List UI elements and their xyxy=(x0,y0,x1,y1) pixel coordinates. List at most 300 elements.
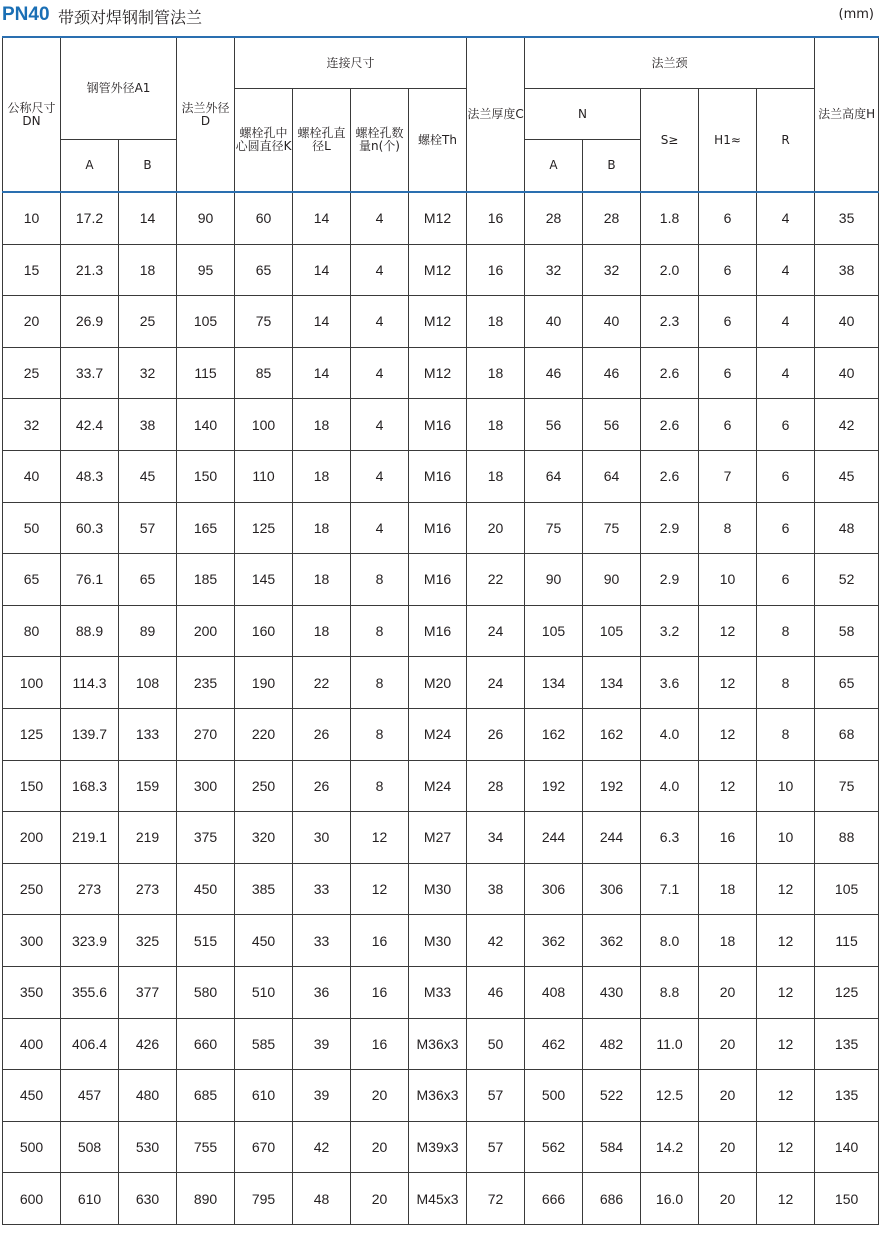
table-cell: 3.2 xyxy=(641,605,699,657)
table-cell: 57 xyxy=(119,502,177,554)
table-cell: 33 xyxy=(293,915,351,967)
table-cell: 306 xyxy=(525,863,583,915)
table-cell: M12 xyxy=(409,192,467,244)
table-cell: 75 xyxy=(583,502,641,554)
header-l: 螺栓孔直径L xyxy=(293,89,351,193)
table-row xyxy=(3,863,879,915)
table-cell: 4 xyxy=(757,296,815,348)
table-cell: 46 xyxy=(583,347,641,399)
header-neck: 法兰颈 xyxy=(525,37,815,89)
table-cell: 12 xyxy=(757,966,815,1018)
table-cell: 610 xyxy=(235,1070,293,1122)
table-cell: 377 xyxy=(119,966,177,1018)
table-cell: 4 xyxy=(757,192,815,244)
table-cell: 90 xyxy=(583,554,641,606)
table-cell: 115 xyxy=(177,347,235,399)
table-cell: 18 xyxy=(467,347,525,399)
table-cell: 105 xyxy=(177,296,235,348)
table-cell: M12 xyxy=(409,296,467,348)
table-cell: 135 xyxy=(815,1070,879,1122)
table-cell: 4.0 xyxy=(641,708,699,760)
table-row xyxy=(3,1070,879,1122)
table-cell: 100 xyxy=(3,657,61,709)
table-cell: 6 xyxy=(757,399,815,451)
table-row xyxy=(3,1173,879,1225)
table-cell: 12 xyxy=(757,863,815,915)
header-thickness-c: 法兰厚度C xyxy=(467,37,525,192)
table-row xyxy=(3,657,879,709)
table-cell: M20 xyxy=(409,657,467,709)
table-cell: 18 xyxy=(293,399,351,451)
table-row xyxy=(3,966,879,1018)
table-cell: 270 xyxy=(177,708,235,760)
table-cell: 40 xyxy=(525,296,583,348)
table-cell: 8 xyxy=(351,657,409,709)
table-cell: 36 xyxy=(293,966,351,1018)
table-cell: 11.0 xyxy=(641,1018,699,1070)
table-cell: 48.3 xyxy=(61,450,119,502)
table-cell: 192 xyxy=(583,760,641,812)
table-cell: 108 xyxy=(119,657,177,709)
table-cell: 42.4 xyxy=(61,399,119,451)
table-cell: 32 xyxy=(583,244,641,296)
header-connection: 连接尺寸 xyxy=(235,37,467,89)
table-cell: 34 xyxy=(467,812,525,864)
table-cell: 14 xyxy=(293,347,351,399)
header-th: 螺栓Th xyxy=(409,89,467,193)
table-cell: 22 xyxy=(467,554,525,606)
title-bar xyxy=(0,0,880,34)
table-cell: 145 xyxy=(235,554,293,606)
table-cell: 125 xyxy=(235,502,293,554)
table-cell: 75 xyxy=(525,502,583,554)
table-cell: 8.8 xyxy=(641,966,699,1018)
table-cell: 20 xyxy=(699,1070,757,1122)
table-cell: 8.0 xyxy=(641,915,699,967)
table-cell: 580 xyxy=(177,966,235,1018)
header-r: R xyxy=(757,89,815,193)
table-cell: 450 xyxy=(177,863,235,915)
table-cell: 350 xyxy=(3,966,61,1018)
table-cell: 17.2 xyxy=(61,192,119,244)
table-cell: 6 xyxy=(699,347,757,399)
table-body xyxy=(3,192,879,1224)
table-cell: 426 xyxy=(119,1018,177,1070)
table-cell: 65 xyxy=(119,554,177,606)
table-cell: 88 xyxy=(815,812,879,864)
table-cell: 4 xyxy=(351,347,409,399)
table-cell: 2.0 xyxy=(641,244,699,296)
table-cell: 400 xyxy=(3,1018,61,1070)
table-cell: 18 xyxy=(467,399,525,451)
table-cell: 32 xyxy=(525,244,583,296)
table-row xyxy=(3,450,879,502)
table-cell: 510 xyxy=(235,966,293,1018)
table-cell: 2.9 xyxy=(641,554,699,606)
table-cell: 159 xyxy=(119,760,177,812)
table-cell: 40 xyxy=(583,296,641,348)
table-cell: 482 xyxy=(583,1018,641,1070)
table-cell: 16 xyxy=(467,192,525,244)
table-cell: 12 xyxy=(699,760,757,812)
table-cell: 20 xyxy=(351,1121,409,1173)
table-row xyxy=(3,708,879,760)
table-cell: M16 xyxy=(409,450,467,502)
table-cell: 500 xyxy=(3,1121,61,1173)
table-row xyxy=(3,915,879,967)
table-cell: 192 xyxy=(525,760,583,812)
table-cell: 8 xyxy=(757,708,815,760)
table-cell: 562 xyxy=(525,1121,583,1173)
table-cell: 16 xyxy=(351,1018,409,1070)
table-cell: 686 xyxy=(583,1173,641,1225)
table-cell: 8 xyxy=(351,605,409,657)
table-cell: 25 xyxy=(119,296,177,348)
table-cell: 90 xyxy=(525,554,583,606)
table-cell: 30 xyxy=(293,812,351,864)
table-cell: 24 xyxy=(467,657,525,709)
table-cell: 273 xyxy=(61,863,119,915)
table-cell: 72 xyxy=(467,1173,525,1225)
table-cell: 42 xyxy=(467,915,525,967)
table-cell: 18 xyxy=(293,554,351,606)
table-cell: 375 xyxy=(177,812,235,864)
table-cell: 38 xyxy=(815,244,879,296)
table-cell: 65 xyxy=(3,554,61,606)
table-row xyxy=(3,554,879,606)
table-header xyxy=(3,37,879,192)
table-cell: 2.6 xyxy=(641,399,699,451)
table-cell: 32 xyxy=(3,399,61,451)
table-cell: 4 xyxy=(351,296,409,348)
table-cell: 244 xyxy=(525,812,583,864)
table-cell: 8 xyxy=(699,502,757,554)
table-cell: 515 xyxy=(177,915,235,967)
table-cell: 273 xyxy=(119,863,177,915)
table-cell: 105 xyxy=(525,605,583,657)
table-cell: 68 xyxy=(815,708,879,760)
table-cell: 160 xyxy=(235,605,293,657)
table-cell: 165 xyxy=(177,502,235,554)
table-cell: 48 xyxy=(815,502,879,554)
table-cell: 362 xyxy=(525,915,583,967)
table-cell: 56 xyxy=(525,399,583,451)
table-cell: 28 xyxy=(583,192,641,244)
table-cell: 57 xyxy=(467,1121,525,1173)
table-cell: 8 xyxy=(351,554,409,606)
table-cell: 522 xyxy=(583,1070,641,1122)
table-cell: 105 xyxy=(583,605,641,657)
table-row xyxy=(3,605,879,657)
table-cell: 105 xyxy=(815,863,879,915)
table-cell: 135 xyxy=(815,1018,879,1070)
table-cell: 8 xyxy=(757,605,815,657)
table-cell: 46 xyxy=(525,347,583,399)
table-cell: 18 xyxy=(119,244,177,296)
table-cell: 16 xyxy=(351,915,409,967)
table-cell: 600 xyxy=(3,1173,61,1225)
table-cell: 26 xyxy=(293,708,351,760)
table-row xyxy=(3,192,879,244)
table-cell: 325 xyxy=(119,915,177,967)
table-cell: 12 xyxy=(757,1070,815,1122)
table-cell: 75 xyxy=(235,296,293,348)
table-cell: 4 xyxy=(351,244,409,296)
table-cell: 20 xyxy=(3,296,61,348)
table-cell: 50 xyxy=(467,1018,525,1070)
table-cell: 64 xyxy=(525,450,583,502)
table-cell: 20 xyxy=(699,1018,757,1070)
table-cell: 670 xyxy=(235,1121,293,1173)
table-cell: M16 xyxy=(409,399,467,451)
table-cell: 4 xyxy=(351,502,409,554)
table-cell: 660 xyxy=(177,1018,235,1070)
table-row xyxy=(3,399,879,451)
table-cell: 12 xyxy=(757,1018,815,1070)
header-pipe-od: 钢管外径A1 xyxy=(61,37,177,140)
table-cell: 16 xyxy=(351,966,409,1018)
header-n-b: B xyxy=(583,140,641,193)
table-cell: 220 xyxy=(235,708,293,760)
table-cell: 4 xyxy=(351,450,409,502)
table-cell: 20 xyxy=(699,966,757,1018)
table-cell: 14 xyxy=(293,192,351,244)
table-cell: 40 xyxy=(815,347,879,399)
table-cell: 2.9 xyxy=(641,502,699,554)
table-cell: 200 xyxy=(177,605,235,657)
table-cell: 890 xyxy=(177,1173,235,1225)
table-cell: 6 xyxy=(699,399,757,451)
table-cell: 6 xyxy=(757,502,815,554)
table-cell: 38 xyxy=(119,399,177,451)
table-cell: 162 xyxy=(525,708,583,760)
table-cell: 250 xyxy=(3,863,61,915)
table-cell: 6 xyxy=(699,244,757,296)
table-cell: 6 xyxy=(757,554,815,606)
table-cell: 125 xyxy=(815,966,879,1018)
table-cell: 85 xyxy=(235,347,293,399)
table-cell: 40 xyxy=(815,296,879,348)
table-row xyxy=(3,244,879,296)
table-cell: 150 xyxy=(815,1173,879,1225)
table-cell: 21.3 xyxy=(61,244,119,296)
table-cell: 500 xyxy=(525,1070,583,1122)
table-cell: 114.3 xyxy=(61,657,119,709)
table-cell: M30 xyxy=(409,863,467,915)
table-cell: M16 xyxy=(409,554,467,606)
table-cell: 12.5 xyxy=(641,1070,699,1122)
table-cell: 16 xyxy=(699,812,757,864)
table-cell: 150 xyxy=(177,450,235,502)
table-cell: 18 xyxy=(293,450,351,502)
table-cell: 755 xyxy=(177,1121,235,1173)
table-cell: 190 xyxy=(235,657,293,709)
table-cell: 38 xyxy=(467,863,525,915)
table-cell: 140 xyxy=(815,1121,879,1173)
table-cell: 450 xyxy=(235,915,293,967)
table-row xyxy=(3,347,879,399)
table-cell: 12 xyxy=(699,708,757,760)
table-cell: 65 xyxy=(815,657,879,709)
table-cell: 457 xyxy=(61,1070,119,1122)
table-cell: 35 xyxy=(815,192,879,244)
table-cell: 2.3 xyxy=(641,296,699,348)
table-cell: 133 xyxy=(119,708,177,760)
table-cell: M36x3 xyxy=(409,1070,467,1122)
header-pipe-a: A xyxy=(61,140,119,193)
table-cell: 14 xyxy=(119,192,177,244)
table-cell: 795 xyxy=(235,1173,293,1225)
table-cell: 16.0 xyxy=(641,1173,699,1225)
table-cell: 508 xyxy=(61,1121,119,1173)
table-cell: 4 xyxy=(351,399,409,451)
table-cell: 4 xyxy=(757,347,815,399)
table-cell: M45x3 xyxy=(409,1173,467,1225)
table-cell: 8 xyxy=(351,760,409,812)
table-cell: M12 xyxy=(409,347,467,399)
table-row xyxy=(3,296,879,348)
table-cell: 60.3 xyxy=(61,502,119,554)
table-cell: 12 xyxy=(757,1121,815,1173)
table-cell: 10 xyxy=(757,812,815,864)
header-s: S≥ xyxy=(641,89,699,193)
table-cell: 140 xyxy=(177,399,235,451)
table-cell: 40 xyxy=(3,450,61,502)
table-cell: 125 xyxy=(3,708,61,760)
table-cell: 56 xyxy=(583,399,641,451)
table-cell: M27 xyxy=(409,812,467,864)
table-cell: 306 xyxy=(583,863,641,915)
table-cell: 7 xyxy=(699,450,757,502)
table-cell: 39 xyxy=(293,1070,351,1122)
table-cell: 20 xyxy=(467,502,525,554)
table-cell: 64 xyxy=(583,450,641,502)
table-cell: 8 xyxy=(757,657,815,709)
table-cell: 8 xyxy=(351,708,409,760)
table-cell: 39 xyxy=(293,1018,351,1070)
table-cell: 26 xyxy=(293,760,351,812)
table-cell: 12 xyxy=(757,1173,815,1225)
header-n-count: 螺栓孔数量n(个) xyxy=(351,89,409,193)
table-cell: 80 xyxy=(3,605,61,657)
table-cell: 185 xyxy=(177,554,235,606)
table-row xyxy=(3,1018,879,1070)
table-cell: 20 xyxy=(699,1173,757,1225)
table-cell: 15 xyxy=(3,244,61,296)
table-cell: 480 xyxy=(119,1070,177,1122)
table-cell: 2.6 xyxy=(641,347,699,399)
table-cell: 89 xyxy=(119,605,177,657)
table-cell: 18 xyxy=(699,915,757,967)
table-cell: 58 xyxy=(815,605,879,657)
header-pipe-b: B xyxy=(119,140,177,193)
table-cell: 408 xyxy=(525,966,583,1018)
table-cell: M33 xyxy=(409,966,467,1018)
table-cell: 12 xyxy=(351,812,409,864)
table-cell: 42 xyxy=(293,1121,351,1173)
table-cell: M30 xyxy=(409,915,467,967)
flange-dimension-table xyxy=(2,36,879,1225)
table-cell: 45 xyxy=(815,450,879,502)
table-cell: 95 xyxy=(177,244,235,296)
table-cell: M24 xyxy=(409,760,467,812)
table-cell: 60 xyxy=(235,192,293,244)
table-cell: 20 xyxy=(351,1173,409,1225)
table-cell: 12 xyxy=(699,605,757,657)
table-cell: 10 xyxy=(699,554,757,606)
table-cell: 18 xyxy=(293,502,351,554)
table-cell: 430 xyxy=(583,966,641,1018)
table-cell: 45 xyxy=(119,450,177,502)
table-cell: M39x3 xyxy=(409,1121,467,1173)
table-cell: 100 xyxy=(235,399,293,451)
table-cell: 385 xyxy=(235,863,293,915)
table-cell: 12 xyxy=(757,915,815,967)
table-cell: 14.2 xyxy=(641,1121,699,1173)
table-cell: M24 xyxy=(409,708,467,760)
table-cell: 18 xyxy=(293,605,351,657)
table-cell: 219 xyxy=(119,812,177,864)
table-cell: 26 xyxy=(467,708,525,760)
table-cell: 219.1 xyxy=(61,812,119,864)
table-cell: 150 xyxy=(3,760,61,812)
table-cell: 57 xyxy=(467,1070,525,1122)
table-cell: 2.6 xyxy=(641,450,699,502)
table-cell: 585 xyxy=(235,1018,293,1070)
table-cell: 14 xyxy=(293,244,351,296)
table-cell: 1.8 xyxy=(641,192,699,244)
unit-label: (mm) xyxy=(838,7,874,22)
table-cell: 24 xyxy=(467,605,525,657)
table-cell: 76.1 xyxy=(61,554,119,606)
table-cell: 168.3 xyxy=(61,760,119,812)
header-dn: 公称尺寸DN xyxy=(3,37,61,192)
table-cell: 10 xyxy=(3,192,61,244)
table-cell: 323.9 xyxy=(61,915,119,967)
table-cell: 18 xyxy=(467,296,525,348)
table-cell: 320 xyxy=(235,812,293,864)
table-cell: M16 xyxy=(409,502,467,554)
header-k: 螺栓孔中心圆直径K xyxy=(235,89,293,193)
table-cell: 42 xyxy=(815,399,879,451)
header-h1: H1≈ xyxy=(699,89,757,193)
table-cell: 362 xyxy=(583,915,641,967)
table-cell: 90 xyxy=(177,192,235,244)
table-cell: 355.6 xyxy=(61,966,119,1018)
page-title: 带颈对焊钢制管法兰 xyxy=(58,8,203,27)
table-cell: 18 xyxy=(467,450,525,502)
table-cell: 300 xyxy=(177,760,235,812)
header-n: N xyxy=(525,89,641,140)
table-cell: 14 xyxy=(293,296,351,348)
header-n-a: A xyxy=(525,140,583,193)
table-cell: 28 xyxy=(467,760,525,812)
table-cell: 20 xyxy=(699,1121,757,1173)
table-cell: 22 xyxy=(293,657,351,709)
table-cell: 6 xyxy=(699,192,757,244)
table-cell: 18 xyxy=(699,863,757,915)
table-cell: M16 xyxy=(409,605,467,657)
table-cell: 162 xyxy=(583,708,641,760)
table-cell: 33.7 xyxy=(61,347,119,399)
table-cell: 3.6 xyxy=(641,657,699,709)
header-height-h: 法兰高度H xyxy=(815,37,879,192)
table-cell: 110 xyxy=(235,450,293,502)
table-cell: 28 xyxy=(525,192,583,244)
table-cell: 200 xyxy=(3,812,61,864)
table-row xyxy=(3,502,879,554)
table-cell: 530 xyxy=(119,1121,177,1173)
